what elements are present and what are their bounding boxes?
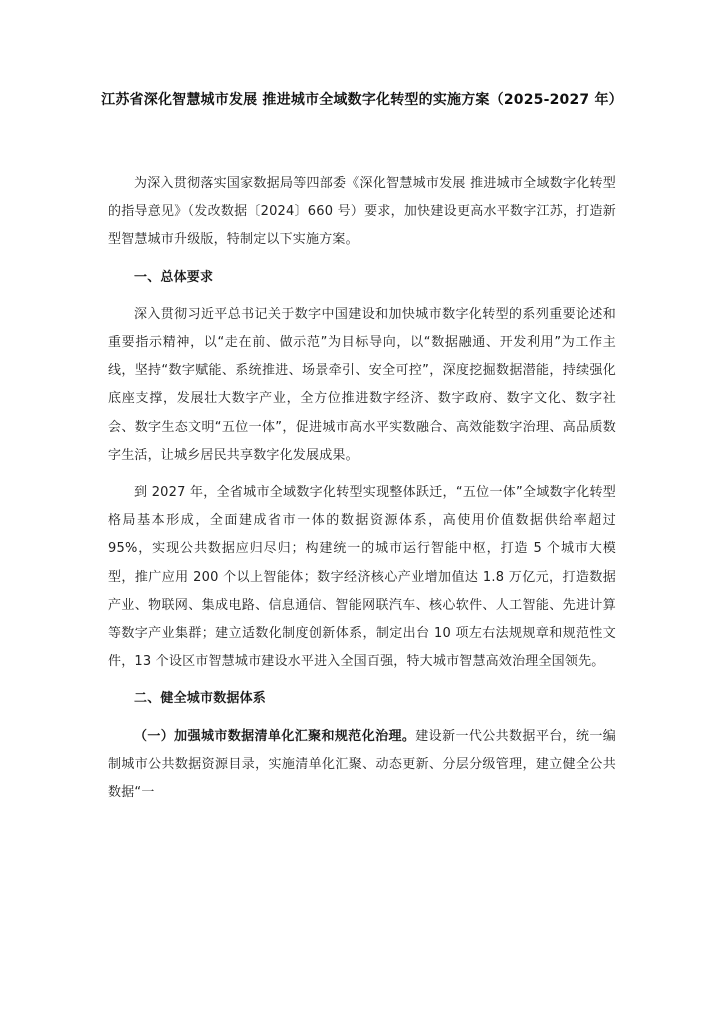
document-body xyxy=(108,170,616,816)
intro-paragraph: 为深入贯彻落实国家数据局等四部委《深化智慧城市发展 推进城市全域数字化转型的指导意见》（发改数据〔2024〕660 号）要求，加快建设更高水平数字江苏，打造新型智慧城市升级版，特制定以下实施方案。 xyxy=(108,176,616,248)
section-heading-general-requirements: 一、总体要求 xyxy=(134,269,214,285)
section-heading-city-data-system: 二、健全城市数据体系 xyxy=(134,691,267,707)
data-aggregation-paragraph xyxy=(108,723,616,808)
document-title: 江苏省深化智慧城市发展 推进城市全域数字化转型的实施方案（2025-2027 年） xyxy=(101,92,623,108)
general-requirements-paragraph: 深入贯彻习近平总书记关于数字中国建设和加快城市数字化转型的系列重要论述和重要指示精神，以“走在前、做示范”为目标导向，以“数据融通、开发利用”为工作主线，坚持“数字赋能、系统推进、场景牵引、安全可控”，深度挖掘数据潜能，持续强化底座支撑，发展壮大数字产业，全方位推进数字经济、数字政府、数字文化、数字社会、数字生态文明“五位一体”，促进城市高水平实数融合、高效能数字治理、高品质数字生活，让城乡居民共享数字化发展成果。 xyxy=(108,306,616,463)
subsection-text: 建设新一代公共数据平台，统一编制城市公共数据资源目录，实施清单化汇聚、动态更新、分层分级管理，建立健全公共数据“一 xyxy=(108,728,616,801)
targets-2027-paragraph: 到 2027 年，全省城市全域数字化转型实现整体跃迁，“五位一体”全域数字化转型格局基本形成，全面建成省市一体的数据资源体系，高使用价值数据供给率超过 95%，实现公共数据应归尽归；构建统一的城市运行智能中枢，打造 5 个城市大模型，推广应用 200 个以上智能体；数字经济核心产业增加值达 1.8 万亿元，打造数据产业、物联网、集成电路、信息通信、智能网联汽车、核心软件、人工智能、先进计算等数字产业集群；建立适数化制度创新体系，制定出台 10 项左右法规规章和规范性文件，13 个设区市智慧城市建设水平进入全国百强，特大城市智慧高效治理全国领先。 xyxy=(108,485,616,670)
subsection-lead: （一）加强城市数据清单化汇聚和规范化治理。 xyxy=(134,728,416,744)
